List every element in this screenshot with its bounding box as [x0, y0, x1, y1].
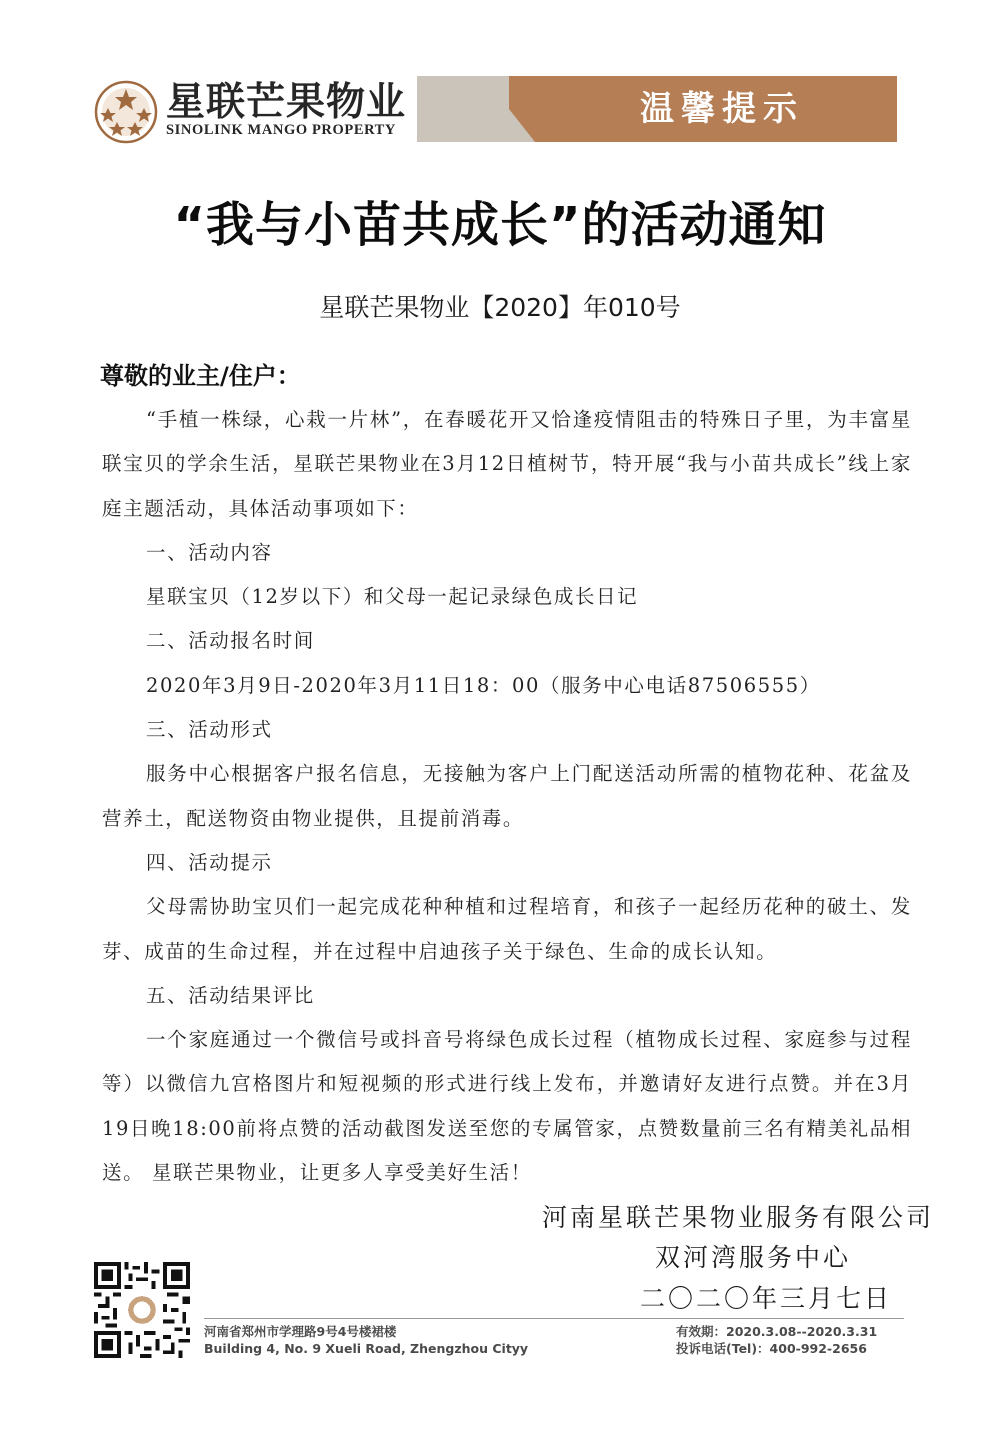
salutation: 尊敬的业主/住户： [100, 362, 301, 390]
signature-company: 河南星联芒果物业服务有限公司 [542, 1203, 935, 1232]
banner-title: 温馨提示 [640, 89, 804, 129]
section-heading: 一、活动内容 [146, 540, 273, 564]
notice-title: “我与小苗共成长”的活动通知 [173, 197, 827, 253]
footer-address-cn: 河南省郑州市学理路9号4号楼裙楼 [204, 1324, 397, 1339]
footer-address-en: Building 4, No. 9 Xueli Road, Zhengzhou Cityy [204, 1341, 529, 1356]
footer-divider [204, 1318, 904, 1319]
signature-date: 二〇二〇年三月七日 [640, 1284, 893, 1313]
star-cluster-logo-icon [94, 80, 158, 144]
section-heading: 四、活动提示 [146, 850, 273, 874]
section-text: 父母需协助宝贝们一起完成花种种植和过程培育，和孩子一起经历花种的破土、发芽、成苗的生命过程，并在过程中启迪孩子关于绿色、生命的成长认知。 [102, 895, 912, 963]
signature-center: 双河湾服务中心 [655, 1243, 852, 1272]
brand-name-cn: 星联芒果物业 [166, 80, 407, 125]
notice-banner [417, 76, 897, 142]
qr-code-icon [94, 1262, 190, 1358]
notice-body [102, 398, 912, 1195]
footer-validity: 有效期：2020.3.08--2020.3.31 [676, 1324, 878, 1339]
section-text: 一个家庭通过一个微信号或抖音号将绿色成长过程（植物成长过程、家庭参与过程等）以微信九宫格图片和短视频的形式进行线上发布，并邀请好友进行点赞。并在3月19日晚18:00前将点赞的活动截图发送至您的专属管家，点赞数量前三名有精美礼品相送。 星联芒果物业，让更多人享受美好生活！ [102, 1028, 912, 1185]
section-text: 2020年3月9日-2020年3月11日18：00（服务中心电话87506555） [146, 673, 821, 697]
intro-paragraph: “手植一株绿，心栽一片林”，在春暖花开又恰逢疫情阻击的特殊日子里，为丰富星联宝贝的学余生活，星联芒果物业在3月12日植树节，特开展“我与小苗共成长”线上家庭主题活动，具体活动事项如下： [102, 408, 912, 520]
section-heading: 五、活动结果评比 [146, 983, 315, 1007]
section-heading: 三、活动形式 [146, 718, 273, 742]
section-heading: 二、活动报名时间 [146, 629, 315, 653]
footer-complaint-tel: 投诉电话(Tel)：400-992-2656 [676, 1341, 867, 1356]
section-text: 服务中心根据客户报名信息，无接触为客户上门配送活动所需的植物花种、花盆及营养土，配送物资由物业提供，且提前消毒。 [102, 762, 912, 830]
letterhead [0, 0, 1000, 160]
notice-number: 星联芒果物业【2020】年010号 [319, 293, 681, 322]
brand-name-en: SINOLINK MANGO PROPERTY [166, 122, 396, 138]
section-text: 星联宝贝（12岁以下）和父母一起记录绿色成长日记 [146, 585, 639, 609]
